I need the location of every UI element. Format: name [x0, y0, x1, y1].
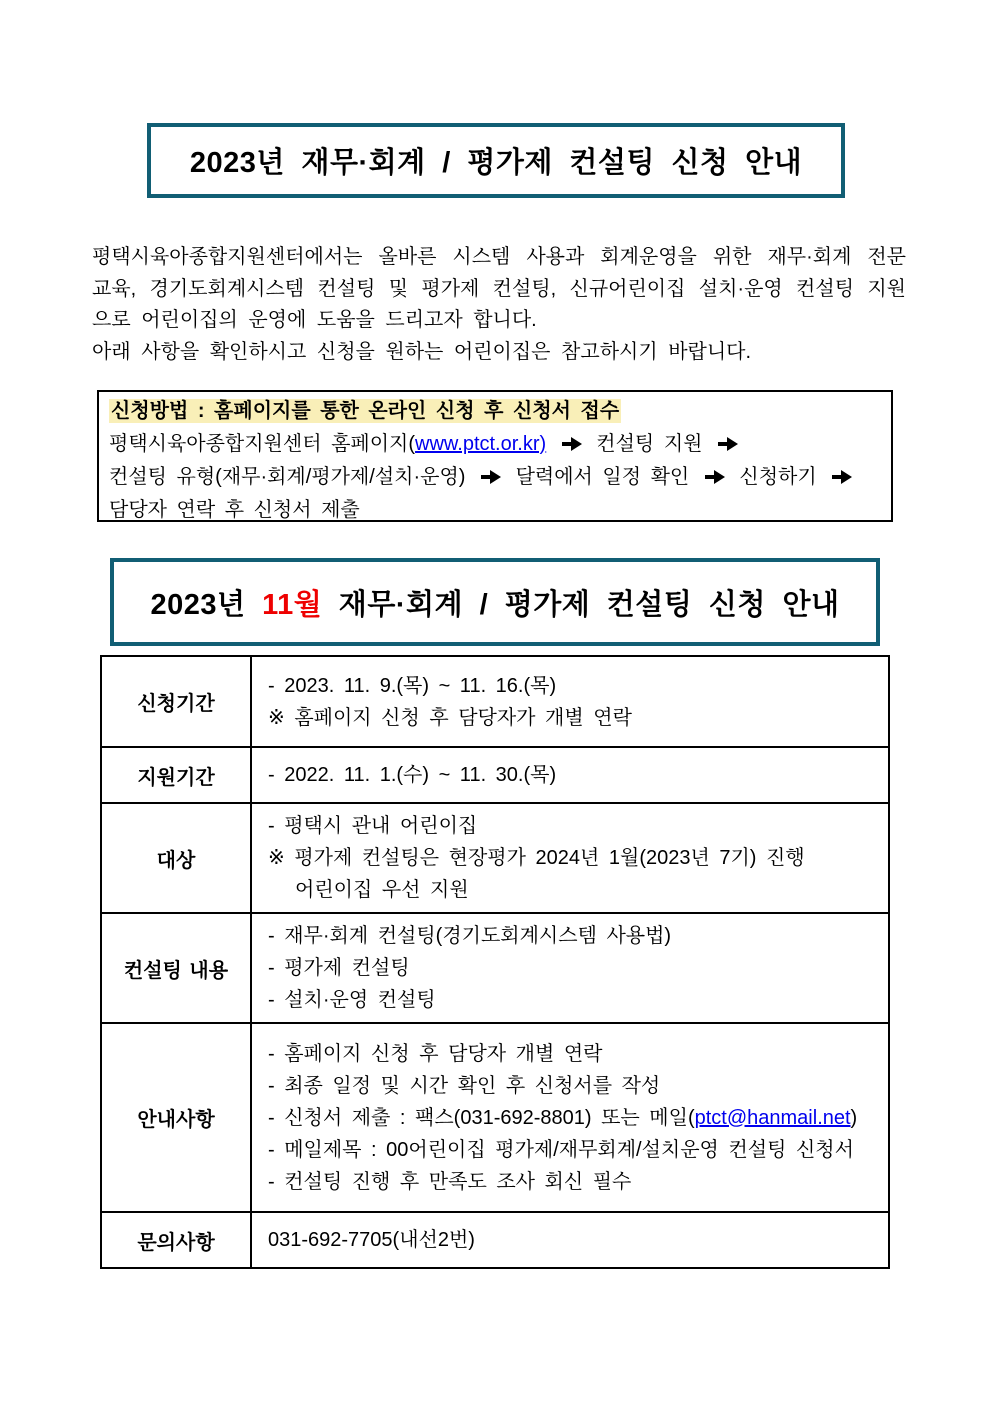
method-heading-highlight: 신청방법 : 홈페이지를 통한 온라인 신청 후 신청서 접수	[111, 400, 620, 422]
content-line: - 설치·운영 컨설팅	[268, 989, 436, 1011]
content-line: - 평택시 관내 어린이집	[268, 815, 478, 837]
content-line: - 컨설팅 진행 후 만족도 조사 회신 필수	[268, 1170, 632, 1193]
intro-line: 평택시육아종합지원센터에서는 올바른 시스템 사용과 회계운영을 위한 재무·회계 전문	[92, 246, 906, 268]
row-content	[251, 656, 889, 747]
main-title-banner	[147, 123, 845, 198]
intro-line: 으로 어린이집의 운영에 도움을 드리고자 합니다.	[92, 309, 537, 331]
intro-line: 교육, 경기도회계시스템 컨설팅 및 평가제 컨설팅, 신규어린이집 설치·운영 컨설팅 지원	[92, 277, 906, 300]
monthly-title-text	[150, 582, 839, 623]
table-row-consulting-contents	[101, 913, 889, 1023]
method-text: 컨설팅 유형(재무·회계/평가제/설치·운영)	[109, 466, 466, 488]
method-step-line-3: 담당자 연락 후 신청서 제출	[109, 499, 360, 521]
arrow-right-icon	[704, 470, 725, 484]
email-link[interactable]: ptct@hanmail.net	[694, 1106, 851, 1129]
arrow-right-icon	[831, 470, 852, 484]
monthly-title-banner	[110, 558, 880, 646]
homepage-link[interactable]: www.ptct.or.kr)	[415, 433, 547, 455]
consulting-info-table	[100, 655, 890, 1269]
content-line: - 메일제목 : 00어린이집 평가제/재무회계/설치운영 컨설팅 신청서	[268, 1138, 854, 1161]
row-content	[251, 913, 889, 1023]
content-line: - 홈페이지 신청 후 담당자 개별 연락	[268, 1042, 603, 1065]
row-content	[251, 1023, 889, 1212]
method-text: 신청하기	[739, 466, 817, 488]
row-label: 신청기간	[101, 656, 251, 747]
row-label: 대상	[101, 803, 251, 913]
method-heading-line	[109, 395, 881, 428]
method-text: 달력에서 일정 확인	[515, 466, 690, 488]
intro-paragraph	[92, 242, 906, 368]
content-line: - 2022. 11. 1.(수) ~ 11. 30.(목)	[268, 764, 557, 786]
table-row-guidance	[101, 1023, 889, 1212]
content-line: - 평가제 컨설팅	[268, 957, 410, 979]
intro-line: 아래 사항을 확인하시고 신청을 원하는 어린이집은 참고하시기 바랍니다.	[92, 340, 752, 363]
table-row-inquiry	[101, 1212, 889, 1268]
main-title-text: 2023년 재무·회계 / 평가제 컨설팅 신청 안내	[189, 147, 803, 179]
method-text: 평택시육아종합지원센터 홈페이지(	[109, 433, 416, 455]
arrow-right-icon	[717, 437, 738, 451]
content-line: - 재무·회계 컨설팅(경기도회계시스템 사용법)	[268, 925, 672, 947]
row-label: 컨설팅 내용	[101, 913, 251, 1023]
method-text: 컨설팅 지원	[596, 433, 703, 455]
content-line: 어린이집 우선 지원	[295, 879, 469, 901]
content-line-email	[268, 1102, 878, 1134]
row-content	[251, 747, 889, 803]
row-label: 안내사항	[101, 1023, 251, 1212]
table-row-application-period	[101, 656, 889, 747]
row-content	[251, 803, 889, 913]
content-line: - 2023. 11. 9.(목) ~ 11. 16.(목)	[268, 674, 557, 697]
application-method-box	[97, 390, 893, 522]
row-label: 지원기간	[101, 747, 251, 803]
content-line: ※ 홈페이지 신청 후 담당자가 개별 연락	[268, 706, 632, 729]
row-label: 문의사항	[101, 1212, 251, 1268]
content-line: - 최종 일정 및 시간 확인 후 신청서를 작성	[268, 1074, 661, 1097]
row-content	[251, 1212, 889, 1268]
method-step-line-1	[109, 428, 881, 461]
content-line: 031-692-7705(내선2번)	[268, 1229, 475, 1251]
content-line: ※ 평가제 컨설팅은 현장평가 2024년 1월(2023년 7기) 진행	[268, 847, 805, 869]
table-row-support-period	[101, 747, 889, 803]
monthly-title-suffix: 재무·회계 / 평가제 컨설팅 신청 안내	[322, 588, 840, 621]
method-step-line-2	[109, 461, 881, 494]
arrow-right-icon	[480, 470, 501, 484]
table-row-target	[101, 803, 889, 913]
arrow-right-icon	[561, 437, 582, 451]
monthly-title-prefix: 2023년	[150, 588, 263, 621]
monthly-title-month: 11월	[262, 588, 323, 621]
email-line-pre: - 신청서 제출 : 팩스(031-692-8801) 또는 메일(	[268, 1106, 695, 1129]
email-line-post: )	[850, 1106, 858, 1129]
